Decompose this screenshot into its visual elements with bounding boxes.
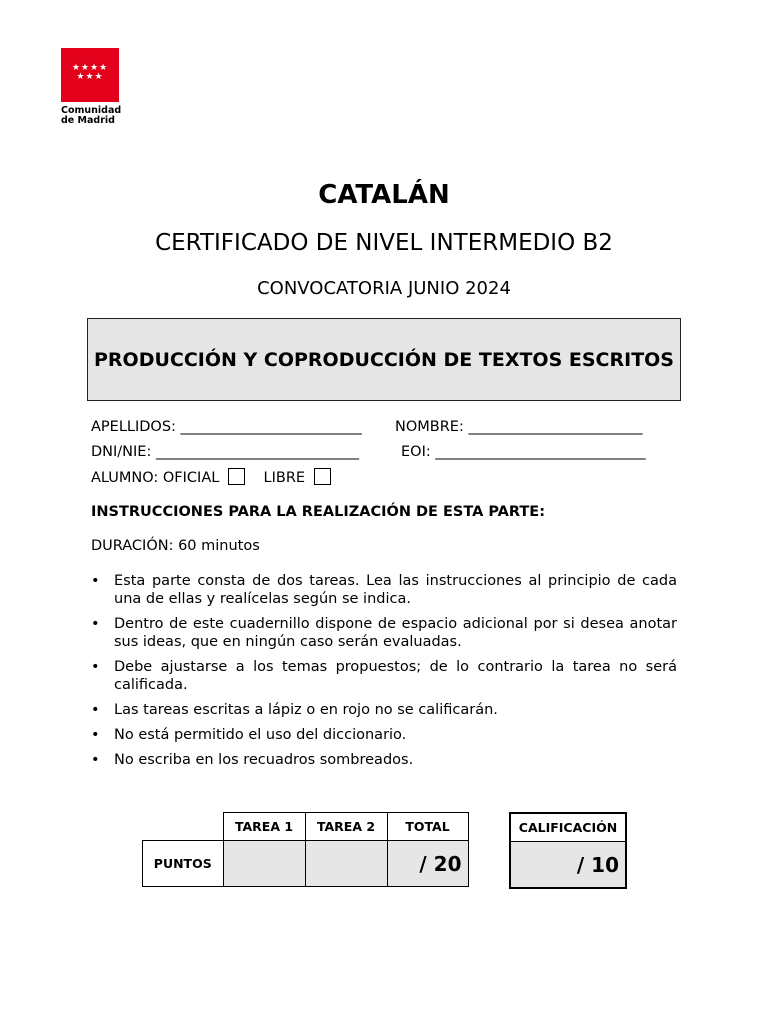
- logo-stars-icon: ★★★★ ★★★: [71, 63, 109, 82]
- list-item: • No está permitido el uso del diccionario.: [91, 726, 677, 744]
- eoi-field[interactable]: EOI: _____________________________: [401, 444, 646, 460]
- list-item: • Dentro de este cuadernillo dispone de espacio adicional por si desea anotar sus ideas, que en ningún caso serán evaluadas.: [91, 615, 677, 651]
- section-heading: PRODUCCIÓN Y COPRODUCCIÓN DE TEXTOS ESCRITOS: [93, 348, 674, 371]
- scores-table: [142, 812, 469, 887]
- session-title: CONVOCATORIA JUNIO 2024: [257, 278, 511, 299]
- list-item: • No escriba en los recuadros sombreados.: [91, 751, 677, 769]
- libre-label: LIBRE: [263, 470, 306, 486]
- calificacion-table: [509, 812, 627, 889]
- calificacion-score-cell: / 10: [510, 842, 626, 889]
- nombre-field[interactable]: NOMBRE: ________________________: [395, 419, 643, 435]
- empty-corner: [143, 813, 224, 841]
- oficial-checkbox[interactable]: [228, 468, 245, 485]
- calificacion-header: CALIFICACIÓN: [510, 813, 626, 842]
- instructions-list: [91, 572, 677, 776]
- alumno-row: [91, 468, 345, 486]
- logo-text: [61, 106, 121, 126]
- list-item: • Debe ajustarse a los temas propuestos; de lo contrario la tarea no será calificada.: [91, 658, 677, 694]
- section-heading-box: [87, 318, 681, 401]
- total-score-cell: / 20: [387, 841, 468, 887]
- dni-field[interactable]: DNI/NIE: ____________________________: [91, 444, 359, 460]
- instructions-title: INSTRUCCIONES PARA LA REALIZACIÓN DE ESTA PARTE:: [91, 504, 546, 520]
- logo-line-2: de Madrid: [61, 115, 115, 126]
- language-title: CATALÁN: [318, 180, 450, 210]
- puntos-label: PUNTOS: [143, 841, 224, 887]
- oficial-label: ALUMNO: OFICIAL: [91, 470, 220, 486]
- tarea1-header: TAREA 1: [223, 813, 305, 841]
- tarea2-header: TAREA 2: [305, 813, 387, 841]
- duration-text: DURACIÓN: 60 minutos: [91, 538, 260, 554]
- logo-line-1: Comunidad: [61, 105, 122, 116]
- total-header: TOTAL: [387, 813, 468, 841]
- tarea1-score-cell: [223, 841, 305, 887]
- tarea2-score-cell: [305, 841, 387, 887]
- certificate-title: CERTIFICADO DE NIVEL INTERMEDIO B2: [155, 230, 613, 256]
- apellidos-field[interactable]: APELLIDOS: _________________________: [91, 419, 362, 435]
- list-item: • Esta parte consta de dos tareas. Lea las instrucciones al principio de cada una de ellas y realícelas según se indica.: [91, 572, 677, 608]
- libre-checkbox[interactable]: [314, 468, 331, 485]
- comunidad-de-madrid-logo: [61, 48, 119, 102]
- list-item: • Las tareas escritas a lápiz o en rojo no se calificarán.: [91, 701, 677, 719]
